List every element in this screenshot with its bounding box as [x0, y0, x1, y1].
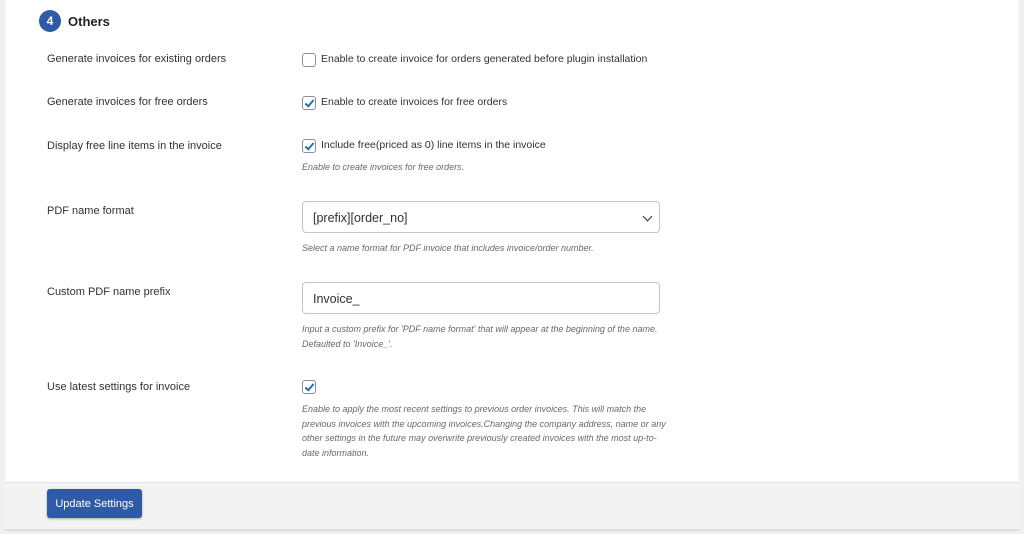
update-settings-button[interactable]: Update Settings — [47, 489, 142, 518]
pdf-name-format-select[interactable] — [302, 201, 660, 233]
latest-settings-checkbox[interactable] — [302, 380, 316, 394]
latest-settings-help: Enable to apply the most recent settings to previous order invoices. This will match the previous invoices with the upcoming invoices.Changing the company address, name or any other settings in the future may overwrite previously created invoices with the most up-to-date information. — [302, 404, 666, 458]
section-number-badge: 4 — [39, 10, 61, 32]
existing-orders-text: Enable to create invoice for orders generated before plugin installation — [321, 53, 648, 65]
custom-prefix-input[interactable] — [302, 282, 660, 314]
free-line-items-help: Enable to create invoices for free orders. — [302, 162, 465, 172]
pdf-name-format-label: PDF name format — [47, 205, 134, 217]
existing-orders-checkbox[interactable] — [302, 53, 316, 67]
section-title: Others — [68, 14, 110, 29]
pdf-name-format-value: [prefix][order_no] — [313, 211, 408, 225]
free-orders-checkbox[interactable] — [302, 96, 316, 110]
pdf-name-format-help: Select a name format for PDF invoice that includes invoice/order number. — [302, 243, 594, 253]
custom-prefix-help: Input a custom prefix for 'PDF name format' that will appear at the beginning of the name. Defaulted to 'Invoice_'. — [302, 324, 658, 349]
latest-settings-label: Use latest settings for invoice — [47, 381, 191, 393]
custom-prefix-value: Invoice_ — [313, 292, 360, 306]
settings-footer — [5, 482, 1019, 531]
chevron-down-icon — [643, 212, 653, 222]
free-orders-text: Enable to create invoices for free orders — [321, 96, 508, 108]
free-line-items-checkbox[interactable] — [302, 139, 316, 153]
free-orders-label: Generate invoices for free orders — [47, 96, 208, 108]
existing-orders-label: Generate invoices for existing orders — [47, 53, 227, 65]
free-line-items-label: Display free line items in the invoice — [47, 140, 222, 152]
custom-prefix-label: Custom PDF name prefix — [47, 286, 171, 298]
free-line-items-text: Include free(priced as 0) line items in the invoice — [321, 139, 546, 151]
